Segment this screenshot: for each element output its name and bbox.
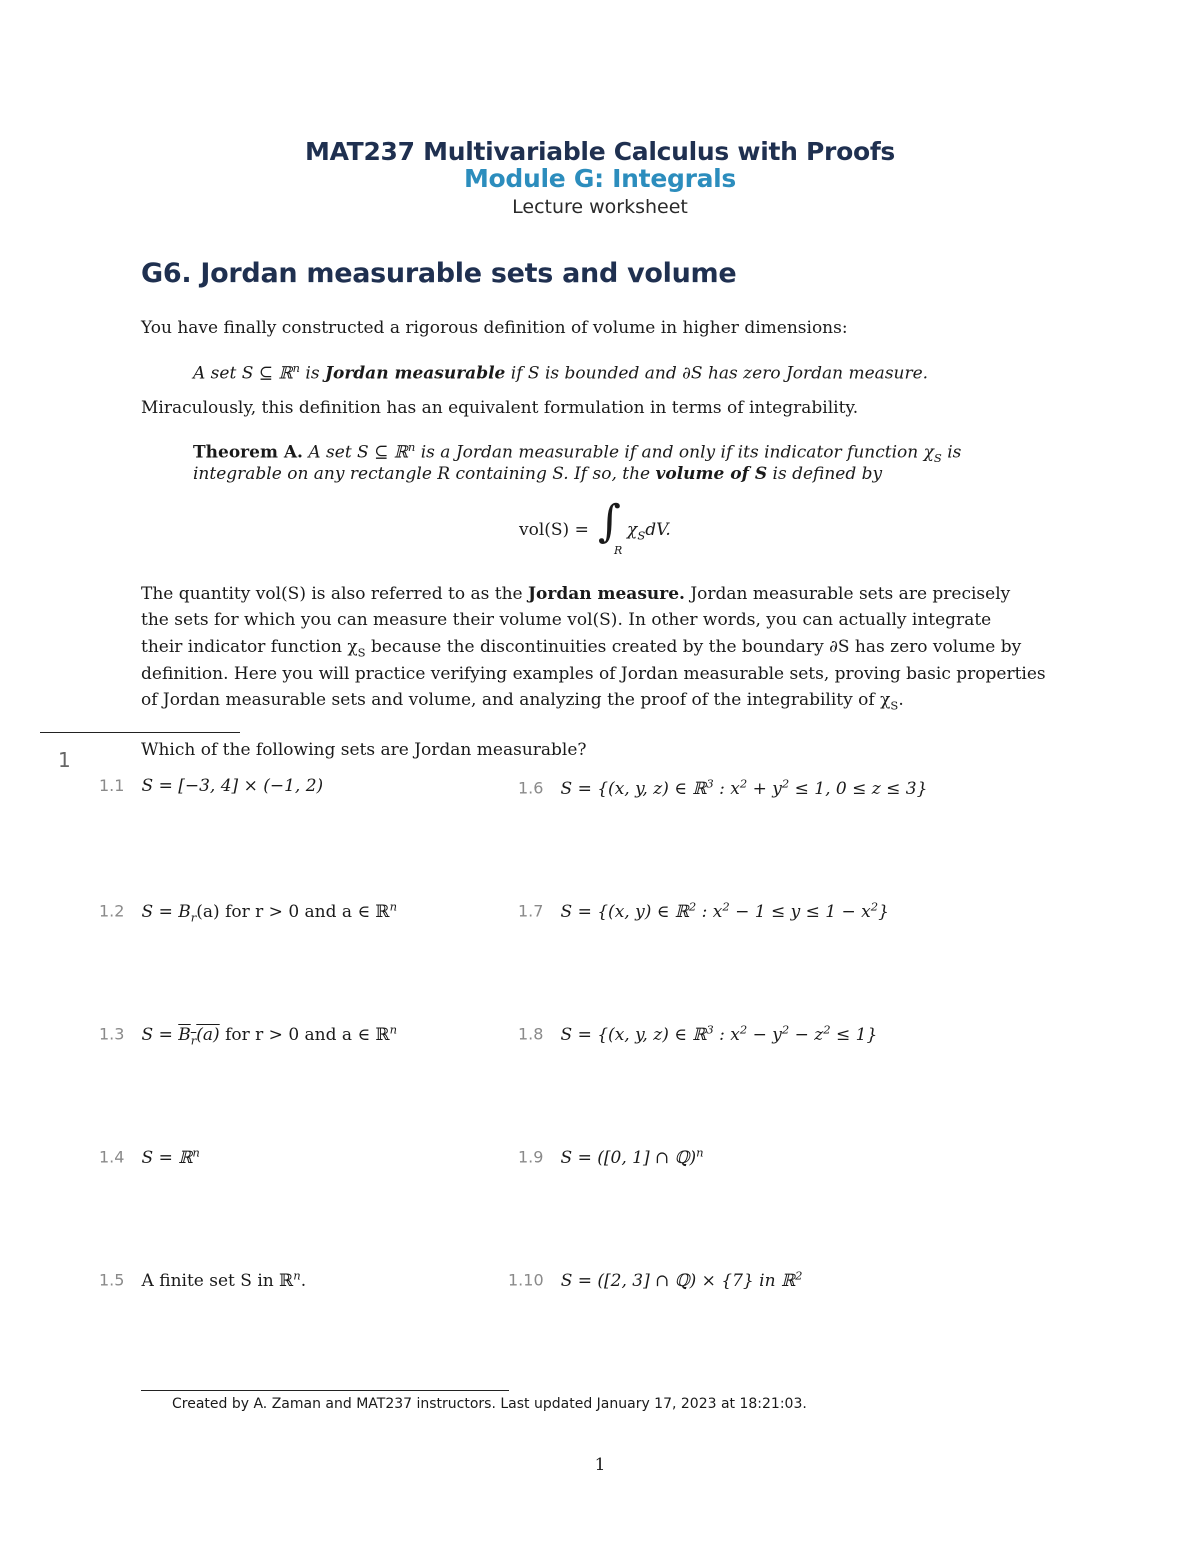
item-number: 1.4	[99, 1147, 125, 1167]
list-item	[518, 776, 927, 799]
body-line-4: definition. Here you will practice verifying examples of Jordan measurable sets, proving basic properties	[141, 664, 1046, 684]
formula-lhs: vol(S) =	[519, 520, 589, 540]
body-line-1: The quantity vol(S) is also referred to as the Jordan measure. Jordan measurable sets are precisely	[141, 584, 1011, 604]
module-title: Module G: Integrals	[463, 164, 737, 193]
item-number: 1.2	[99, 901, 125, 921]
list-item	[518, 899, 889, 922]
item-number: 1.6	[518, 778, 544, 798]
definition-term: Jordan measurable	[324, 363, 506, 384]
jordan-measure-term: Jordan measure.	[527, 584, 685, 604]
list-item	[99, 1268, 306, 1291]
item-expression: S = {(x, y) ∈ ℝ$^2$ : $x^2 - 1 \le y \le 1 - x^2$}	[560, 899, 889, 922]
theorem-label: Theorem A.	[193, 442, 303, 463]
theorem-line-1: Theorem A. A set S ⊆ ℝ$^n$ is a Jordan measurable if and only if its indicator function $\chi_S$ is	[193, 440, 962, 466]
list-item	[508, 1268, 802, 1291]
theorem-line-2: integrable on any rectangle R containing S. If so, the volume of S is defined by	[193, 464, 883, 484]
footnote-divider	[141, 1390, 509, 1391]
question-text: Which of the following sets are Jordan measurable?	[141, 740, 587, 760]
item-expression: S = ([0, 1] ∩ ℚ)$^n$	[560, 1145, 704, 1168]
item-expression: A finite set S in ℝ$^n$.	[141, 1268, 307, 1291]
volume-term: volume of S	[655, 464, 768, 484]
page-number: 1	[594, 1455, 606, 1475]
question-divider	[40, 732, 240, 733]
item-number: 1.9	[518, 1147, 544, 1167]
body-line-5: of Jordan measurable sets and volume, and analyzing the proof of the integrability of $\chi_S$.	[141, 690, 904, 713]
volume-formula	[0, 496, 1200, 560]
item-expression: S = {(x, y, z) ∈ ℝ$^3$ : $x^2 + y^2 \le 1$, 0 ≤ z ≤ 3}	[560, 776, 928, 799]
item-expression: $S = B_r(a)$ for r > 0 and a ∈ ℝ$^n$	[141, 1022, 398, 1048]
intro-paragraph: You have finally constructed a rigorous definition of volume in higher dimensions:	[141, 318, 848, 338]
list-item	[518, 1022, 877, 1045]
integrand: $\chi_SdV$.	[627, 520, 671, 543]
integral-sign: ∫	[598, 496, 621, 547]
integral-region: R	[614, 544, 623, 557]
footnote: Created by A. Zaman and MAT237 instructors. Last updated January 17, 2023 at 18:21:03.	[172, 1396, 807, 1412]
list-item	[99, 1022, 397, 1047]
list-item	[99, 899, 397, 924]
worksheet-label: Lecture worksheet	[512, 196, 688, 218]
item-expression: $S = B_r(a)$ for r > 0 and a ∈ ℝ$^n$	[141, 899, 398, 925]
course-title: MAT237 Multivariable Calculus with Proofs	[305, 137, 895, 166]
body-line-2: the sets for which you can measure their volume vol(S). In other words, you can actually integrate	[141, 610, 992, 630]
item-expression: S = [−3, 4] × (−1, 2)	[141, 776, 324, 796]
list-item	[99, 1145, 200, 1168]
list-item	[518, 1145, 704, 1168]
body-line-3: their indicator function $\chi_S$ because the discontinuities created by the boundary ∂S has zero volume by	[141, 637, 1022, 660]
definition-statement: A set S ⊆ ℝ$^n$ is Jordan measurable if S is bounded and ∂S has zero Jordan measure.	[193, 361, 929, 384]
item-number: 1.10	[508, 1270, 544, 1290]
item-expression: S = {(x, y, z) ∈ ℝ$^3$ : $x^2 - y^2 - z^2 \le 1$}	[560, 1022, 878, 1045]
item-number: 1.3	[99, 1024, 125, 1044]
section-title: G6. Jordan measurable sets and volume	[141, 258, 737, 289]
item-number: 1.7	[518, 901, 544, 921]
item-expression: S = ([2, 3] ∩ ℚ) × {7} in ℝ$^2$	[560, 1268, 803, 1291]
item-number: 1.8	[518, 1024, 544, 1044]
list-item	[99, 776, 323, 796]
item-expression: S = ℝ$^n$	[141, 1145, 200, 1168]
transition-paragraph: Miraculously, this definition has an equivalent formulation in terms of integrability.	[141, 398, 859, 418]
item-number: 1.5	[99, 1270, 125, 1290]
question-number: 1	[58, 748, 71, 772]
item-number: 1.1	[99, 776, 125, 795]
